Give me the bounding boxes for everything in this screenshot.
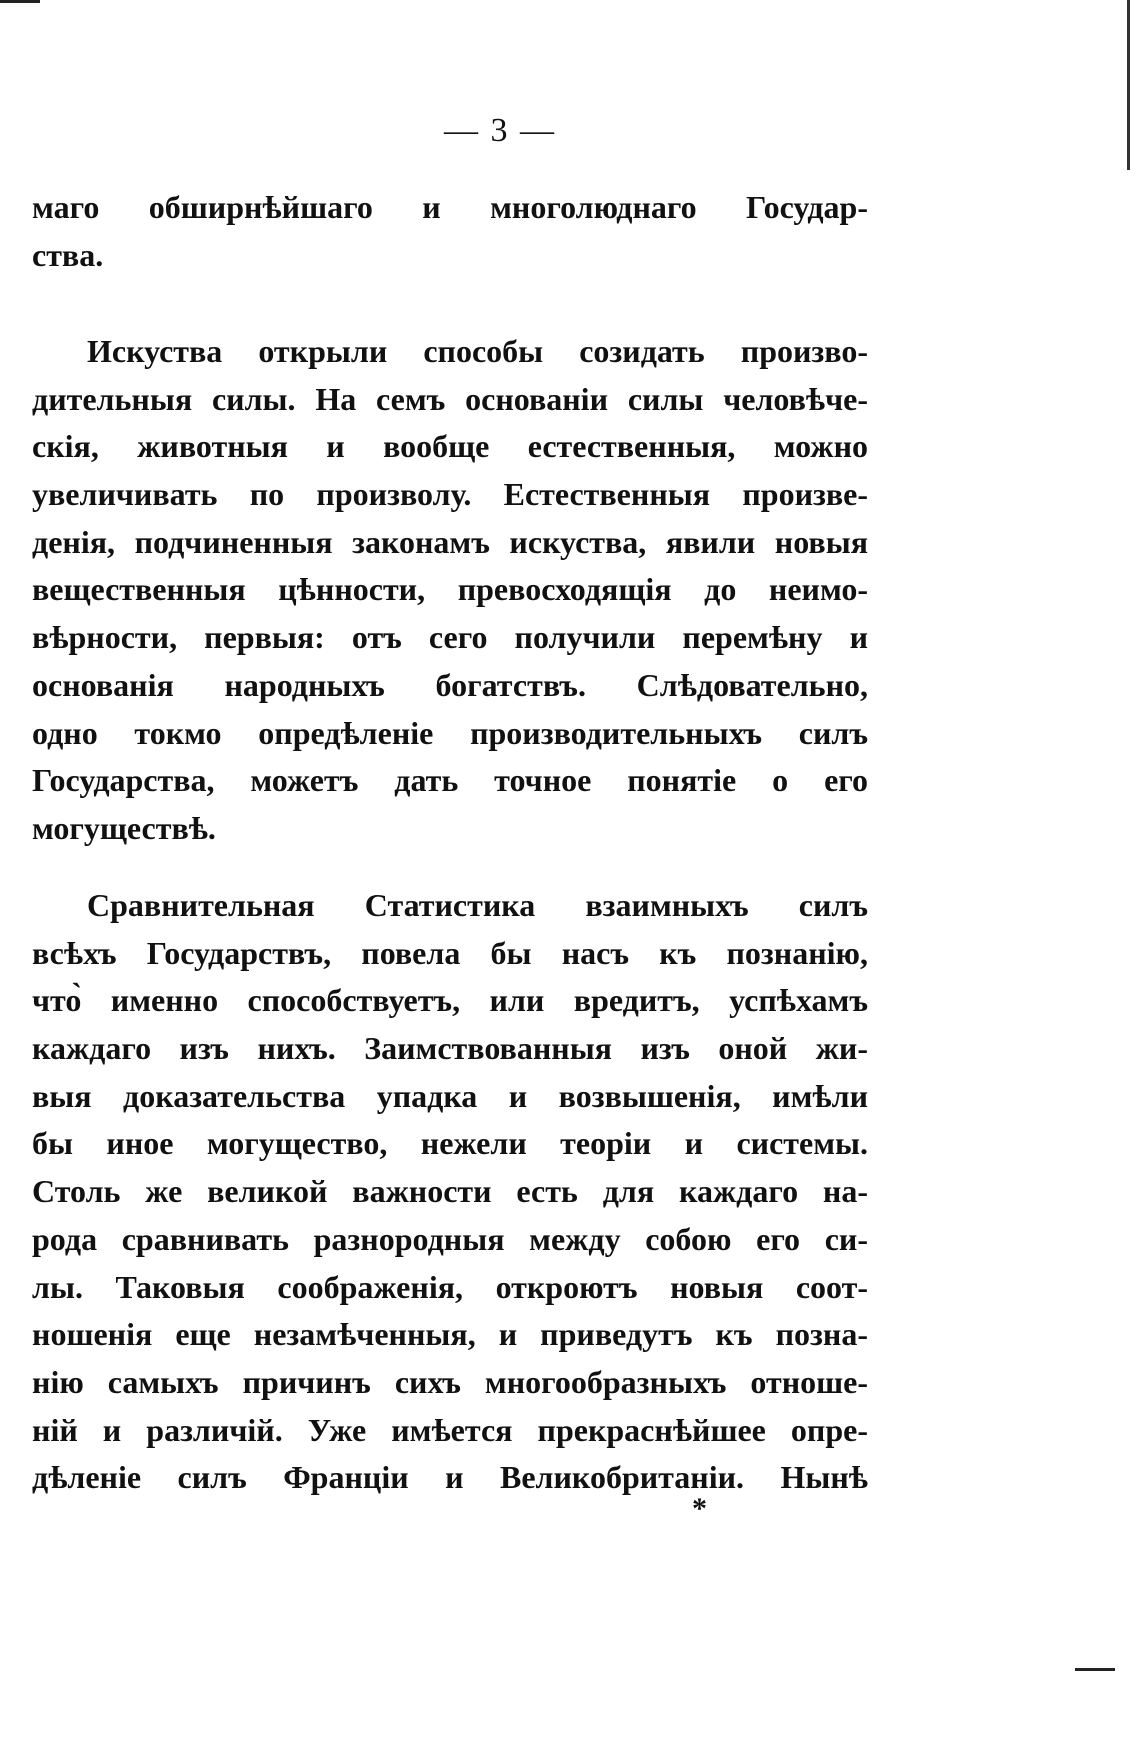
- text-line: вѣрности, первыя: отъ сего получили перемѣну и: [32, 619, 868, 656]
- paragraph-2: [32, 328, 868, 853]
- text-line: лы. Таковыя соображенія, откроютъ новыя соот-: [32, 1268, 868, 1305]
- text-line: каждаго изъ нихъ. Заимствованныя изъ оной жи-: [32, 1030, 868, 1067]
- scan-edge-top: [0, 0, 40, 3]
- text-line: Искуства открыли способы созидать произво-: [87, 333, 868, 369]
- text-line: дѣленіе силъ Франціи и Великобританіи. Нынѣ: [32, 1459, 868, 1496]
- text-line: Сравнительная Статистика взаимныхъ силъ: [87, 887, 868, 923]
- text-line: увеличивать по произволу. Естественныя произве-: [32, 476, 868, 513]
- text-line: ній и различій. Уже имѣется прекраснѣйшее опре-: [32, 1411, 868, 1448]
- text-line: дительныя силы. На семъ основаніи силы человѣче-: [32, 380, 868, 417]
- text-line: всѣхъ Государствъ, повела бы насъ къ познанію,: [32, 934, 868, 971]
- text-line: основанія народныхъ богатствъ. Слѣдовательно,: [32, 666, 868, 703]
- text-line: ства.: [32, 236, 104, 273]
- text-line: денія, подчиненныя законамъ искуства, явили новыя: [32, 523, 868, 560]
- text-line: могуществѣ.: [32, 809, 216, 846]
- text-line: Столь же великой важности есть для каждаго на-: [32, 1173, 868, 1210]
- scan-edge-right: [1127, 0, 1130, 170]
- paragraph-1: [32, 184, 868, 279]
- signature-mark: *: [692, 1492, 707, 1525]
- scan-edge-bottom-right: [1075, 1668, 1115, 1671]
- paragraph-3: [32, 882, 868, 1502]
- text-line: Государства, можетъ дать точное понятіе о его: [32, 762, 868, 799]
- text-line: что̀ именно способствуетъ, или вредитъ, успѣхамъ: [32, 982, 868, 1019]
- text-line: выя доказательства упадка и возвышенія, имѣли: [32, 1077, 868, 1114]
- text-line: ношенія еще незамѣченныя, и приведутъ къ позна-: [32, 1316, 868, 1353]
- text-line: бы иное могущество, нежели теоріи и системы.: [32, 1125, 868, 1162]
- text-line: маго обширнѣйшаго и многолюднаго Государ-: [32, 189, 868, 225]
- text-line: нію самыхъ причинъ сихъ многообразныхъ отноше-: [32, 1363, 868, 1400]
- text-line: одно токмо опредѣленіе производительныхъ силъ: [32, 714, 868, 751]
- page-number: — 3 —: [444, 112, 556, 149]
- text-line: скія, животныя и вообще естественныя, можно: [32, 428, 868, 465]
- text-line: рода сравнивать разнородныя между собою его си-: [32, 1220, 868, 1257]
- text-line: вещественныя цѣнности, превосходящія до неимо-: [32, 571, 868, 608]
